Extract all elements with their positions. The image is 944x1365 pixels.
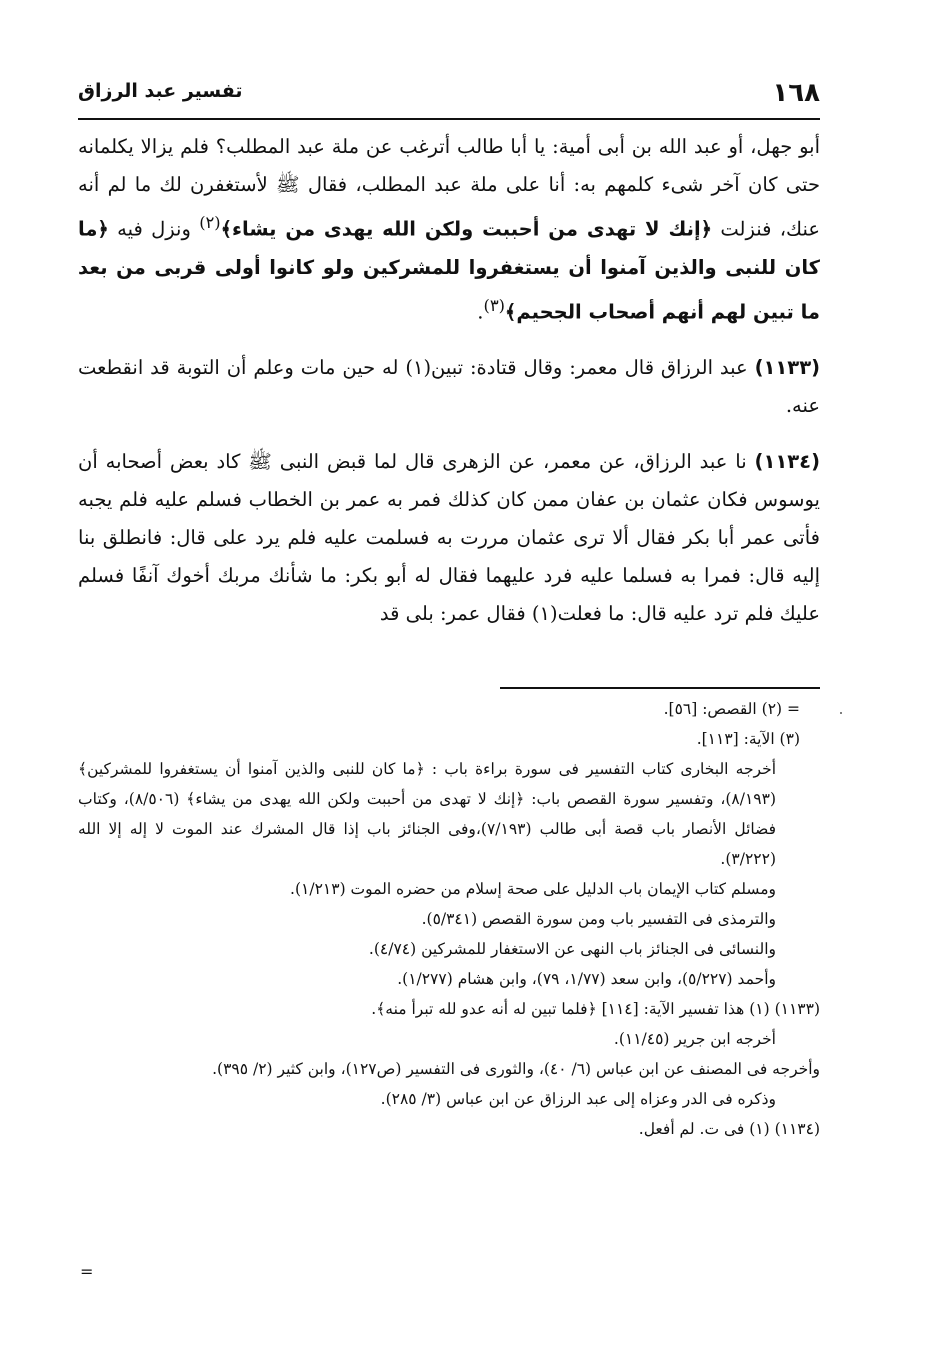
footnote-line: وأخرجه فى المصنف عن ابن عباس (٦/ ٤٠)، والثورى فى التفسير (ص١٢٧)، وابن كثير (٢/ ٣٩٥). [212,1060,820,1078]
quran-quote-1: ﴿إنك لا تهدى من أحببت ولكن الله يهدى من يشاء﴾ [220,217,713,241]
footnote-line: والنسائى فى الجنائز باب النهى عن الاستغفار للمشركين (٤/٧٤). [368,940,776,958]
footnote-line: = (٢) القصص: [٥٦]. [663,700,800,718]
para2-text: عبد الرزاق قال معمر: وقال قتادة: تبين(١) له حين مات وعلم أن التوبة قد انقطعت عنه. [78,356,820,417]
footnotes [78,694,820,1144]
hadith-number-1133: (١١٣٣) [754,356,821,379]
footnote-divider [500,687,820,689]
paragraph-1133 [78,349,820,425]
page-number: ١٦٨ [772,78,820,108]
running-title: تفسير عبد الرزاق [78,80,243,102]
footnote-ref-2: (٢) [199,213,221,232]
quran-quote-2: ﴿ما كان للنبى والذين آمنوا أن يستغفروا للمشركين ولو كانوا أولى قربى من بعد ما تبين لهم أنهم أصحاب الجحيم﴾ [78,217,820,323]
para3-text: نا عبد الرزاق، عن معمر، عن الزهرى قال لما قبض النبى ﷺ كاد بعض أصحابه أن يوسوس فكان عثمان بن عفان ممن كان كذلك فمر به عمر بن الخطاب فسلم عليه فلم يجبه فأتى عمر أبا بكر فقال ألا ترى عثمان مررت به فسلمت عليه فلم يرد على قال: فانطلق بنا إليه قال: فمرا به فسلما عليه فرد عليهما فقال له أبو بكر: ما شأنك مربك أخوك آنفًا فسلم عليك فلم ترد عليه قال: ما فعلت(١) فقال عمر: بلى قد [78,450,820,625]
footnote-line: (١١٣٤) (١) فى ت. لم أفعل. [638,1120,820,1138]
continuation-mark: = [80,1262,94,1281]
para1-mid: ونزل فيه [108,217,200,241]
footnote-line: (٣) الآية: [١١٣]. [696,730,800,748]
main-text [78,128,820,651]
footnote-ref-3: (٣) [483,295,505,315]
para1-text: أبو جهل، أو عبد الله بن أبى أمية: يا أبا طالب أترغب عن ملة عبد المطلب؟ فلم يزالا يكلمانه حتى كان آخر شىء كلمهم به: أنا على ملة عبد المطلب، فقال ﷺ لأستغفرن لك ما لم أنه عنك، فنزلت [78,135,821,241]
paragraph-1 [78,128,820,331]
footnote-line: أخرجه ابن جرير (١١/٤٥). [613,1030,776,1048]
footnote-line: وأحمد (٥/٢٢٧)، وابن سعد (١/٧٧، ٧٩)، وابن هشام (١/٢٧٧). [397,970,776,988]
page-header [78,78,820,120]
footnote-line: أخرجه البخارى كتاب التفسير فى سورة براءة باب : ﴿ما كان للنبى والذين آمنوا أن يستغفروا للمشركين﴾ (٨/١٩٣)، وتفسير سورة القصص باب: ﴿إنك لا تهدى من أحببت ولكن الله يهدى من يشاء﴾ (٨/٥٠٦)، وكتاب فضائل الأنصار باب قصة أبى طالب (٧/١٩٣)،وفى الجنائز باب إذا قال المشرك عند الموت لا إله إلا الله (٣/٢٢٢). [78,760,776,868]
footnote-line: وذكره فى الدر وعزاه إلى عبد الرزاق عن ابن عباس (٣/ ٢٨٥). [380,1090,776,1108]
footnote-line: ومسلم كتاب الإيمان باب الدليل على صحة إسلام من حضره الموت (١/٢١٣). [290,880,776,898]
hadith-number-1134: (١١٣٤) [754,450,820,473]
footnote-line: (١١٣٣) (١) هذا تفسير الآية: [١١٤] ﴿فلما تبين له أنه عدو لله تبرأ منه﴾. [371,1000,820,1018]
para1-end: . [477,300,484,323]
footnote-line: والترمذى فى التفسير باب ومن سورة القصص (٥/٣٤١). [421,910,776,928]
paragraph-1134 [78,443,820,633]
scan-speck [840,712,842,714]
